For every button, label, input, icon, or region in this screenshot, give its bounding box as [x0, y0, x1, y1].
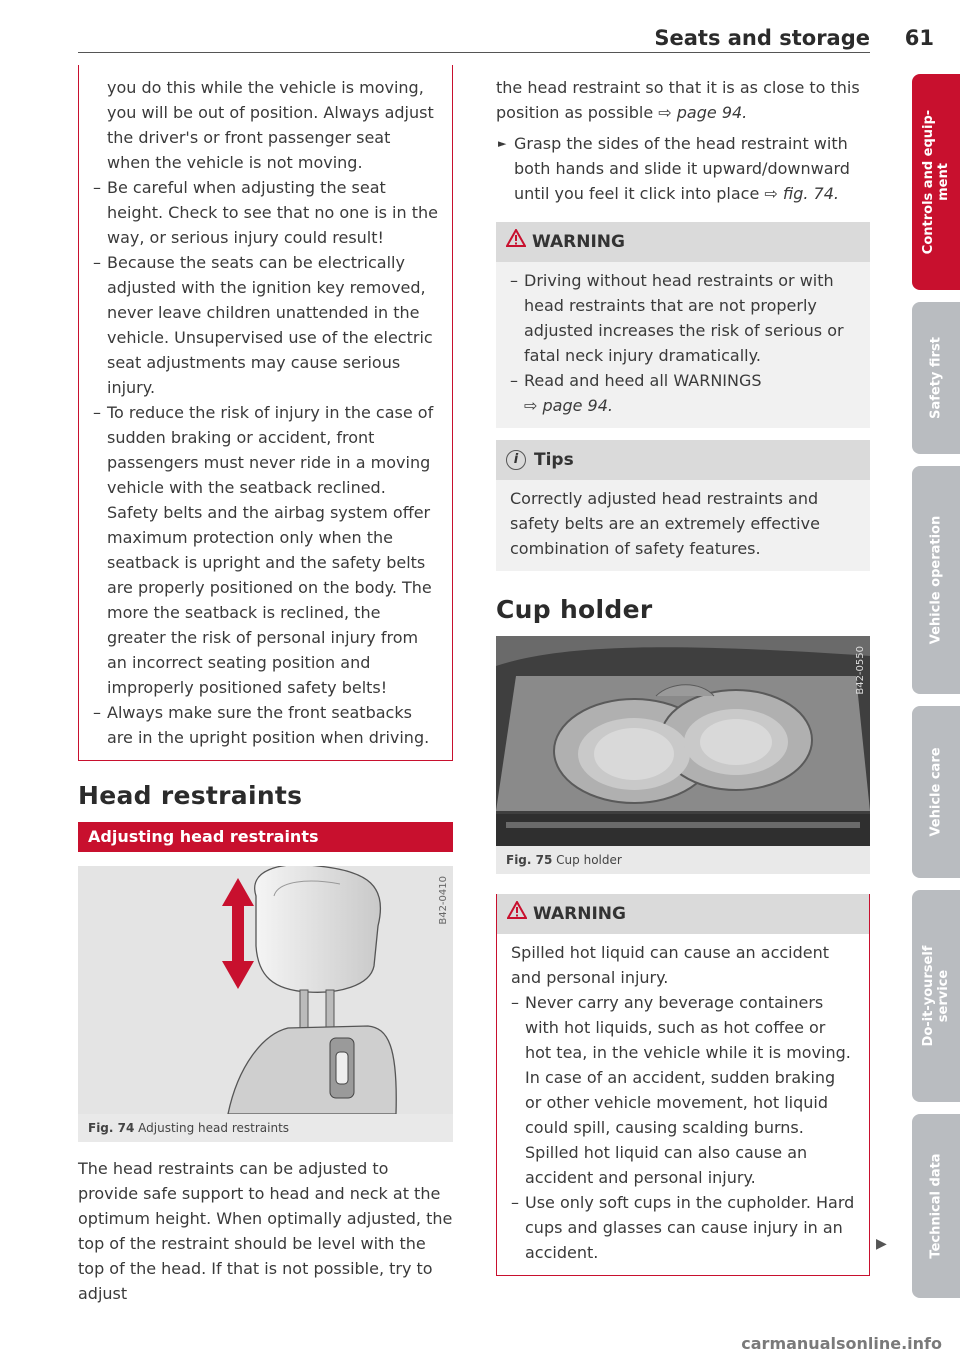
warning-intro: Spilled hot liquid can cause an accident and personal injury. — [511, 943, 830, 987]
list-item: – Never carry any beverage containers with hot liquids, such as hot coffee or hot tea, in the vehicle while it is moving. In case of an accident, sudden braking or other vehicle movement, hot liquid could spill, causing scalding burns. Spilled hot liquid can also cause an accident and personal injury. — [511, 990, 855, 1190]
tab-label: Controls and equip- ment — [921, 109, 951, 255]
warning-triangle-icon — [506, 222, 526, 262]
tips-title: Tips — [534, 450, 574, 470]
header-rule — [78, 52, 870, 53]
info-icon: i — [506, 450, 526, 470]
body-text: The head restraints can be adjusted to provide safe support to head and neck at the optimum height. When optimally adjusted, the top of the restraint should be level with the top of the head. If that is not possible, try to adjust — [78, 1159, 453, 1303]
page-ref-link[interactable]: ⇨ page 94. — [658, 103, 748, 122]
warning-body — [496, 262, 870, 428]
tab-vehicle-operation[interactable] — [912, 466, 960, 694]
heading-cup-holder: Cup holder — [496, 595, 653, 624]
warning-list — [93, 175, 438, 750]
warning-header — [497, 894, 869, 934]
list-item: – Because the seats can be electrically adjusted with the ignition key removed, never leave children unattended in the vehicle. Unsupervised use of the electric seat adjustments may cause serious injury. — [93, 250, 438, 400]
page-ref-link[interactable]: ⇨ page 94. — [524, 396, 613, 415]
warning-box-cup-holder — [496, 894, 870, 1276]
tab-vehicle-care[interactable] — [912, 706, 960, 878]
figure-label: Fig. 75 — [506, 853, 553, 867]
tab-label: Safety first — [928, 337, 944, 419]
tab-do-it-yourself-service[interactable] — [912, 890, 960, 1102]
tips-body — [496, 480, 870, 571]
caption-text: Cup holder — [556, 853, 622, 867]
tab-label: Do-it-yourself service — [921, 945, 951, 1047]
tab-controls-and-equipment[interactable] — [912, 74, 960, 290]
tab-safety-first[interactable] — [912, 302, 960, 454]
list-item-text: Read and heed all WARNINGS — [524, 371, 762, 390]
warning-header — [496, 222, 870, 262]
body-continuation-text: the head restraint so that it is as close to this position as possible — [496, 78, 860, 122]
instruction-step — [496, 131, 870, 206]
cup-holder-photo — [496, 636, 870, 846]
figure-74 — [78, 866, 453, 1114]
figure-code: B42-0550 — [855, 646, 866, 695]
tab-label: Vehicle care — [928, 747, 944, 837]
list-item — [510, 368, 856, 418]
body-continuation — [496, 75, 870, 125]
figure-75 — [496, 636, 870, 846]
tab-technical-data[interactable] — [912, 1114, 960, 1298]
figure-75-caption — [496, 846, 870, 874]
heading-head-restraints: Head restraints — [78, 781, 303, 810]
tips-text: Correctly adjusted head restraints and safety belts are an extremely effective combination of safety features. — [510, 489, 820, 558]
list-item: – Always make sure the front seatbacks are in the upright position when driving. — [93, 700, 438, 750]
right-column — [496, 75, 870, 1276]
head-restraint-illustration — [78, 866, 453, 1114]
continue-arrow-icon: ▶ — [876, 1236, 887, 1252]
warning-list — [510, 268, 856, 418]
tab-label: Technical data — [928, 1153, 944, 1259]
left-column — [78, 75, 453, 1306]
tips-box — [496, 440, 870, 571]
list-item: – Driving without head restraints or with head restraints that are not properly adjusted increases the risk of serious or fatal neck injury dramatically. — [510, 268, 856, 368]
warning-body — [497, 934, 869, 1275]
step-text: Grasp the sides of the head restraint with both hands and slide it upward/downward until you feel it click into place — [514, 134, 850, 203]
warning-continuation-box — [78, 65, 453, 761]
watermark: carmanualsonline.info — [741, 1334, 942, 1353]
figure-label: Fig. 74 — [88, 1121, 135, 1135]
figure-code: B42-0410 — [438, 876, 449, 925]
list-item: – Use only soft cups in the cupholder. Hard cups and glasses can cause injury in an accident. — [511, 1190, 855, 1265]
warning-box-head-restraints — [496, 222, 870, 428]
page-number: 61 — [904, 26, 934, 50]
fig-ref-link[interactable]: ⇨ fig. 74. — [764, 184, 839, 203]
list-item: – To reduce the risk of injury in the case of sudden braking or accident, front passengers must never ride in a moving vehicle with the seatback reclined. Safety belts and the airbag system offer maximum protection only when the seatback is upright and the safety belts are properly positioned on the body. The more the seatback is reclined, the greater the risk of personal injury from an incorrect seating position and improperly positioned safety belts! — [93, 400, 438, 700]
figure-74-caption — [78, 1114, 453, 1142]
step-arrow-icon: ► — [498, 137, 507, 150]
warning-continuation-text: you do this while the vehicle is moving, you will be out of position. Always adjust the driver's or front passenger seat when the vehicle is not moving. — [107, 78, 434, 172]
list-item: – Be careful when adjusting the seat height. Check to see that no one is in the way, or serious injury could result! — [93, 175, 438, 250]
warning-triangle-icon — [507, 894, 527, 934]
tab-label: Vehicle operation — [928, 515, 944, 645]
warning-list — [511, 990, 855, 1265]
header-section-title: Seats and storage — [654, 26, 870, 50]
subheading-adjusting-head-restraints: Adjusting head restraints — [78, 822, 453, 852]
warning-title: WARNING — [532, 232, 625, 252]
caption-text: Adjusting head restraints — [138, 1121, 290, 1135]
warning-title: WARNING — [533, 904, 626, 924]
tips-header — [496, 440, 870, 480]
